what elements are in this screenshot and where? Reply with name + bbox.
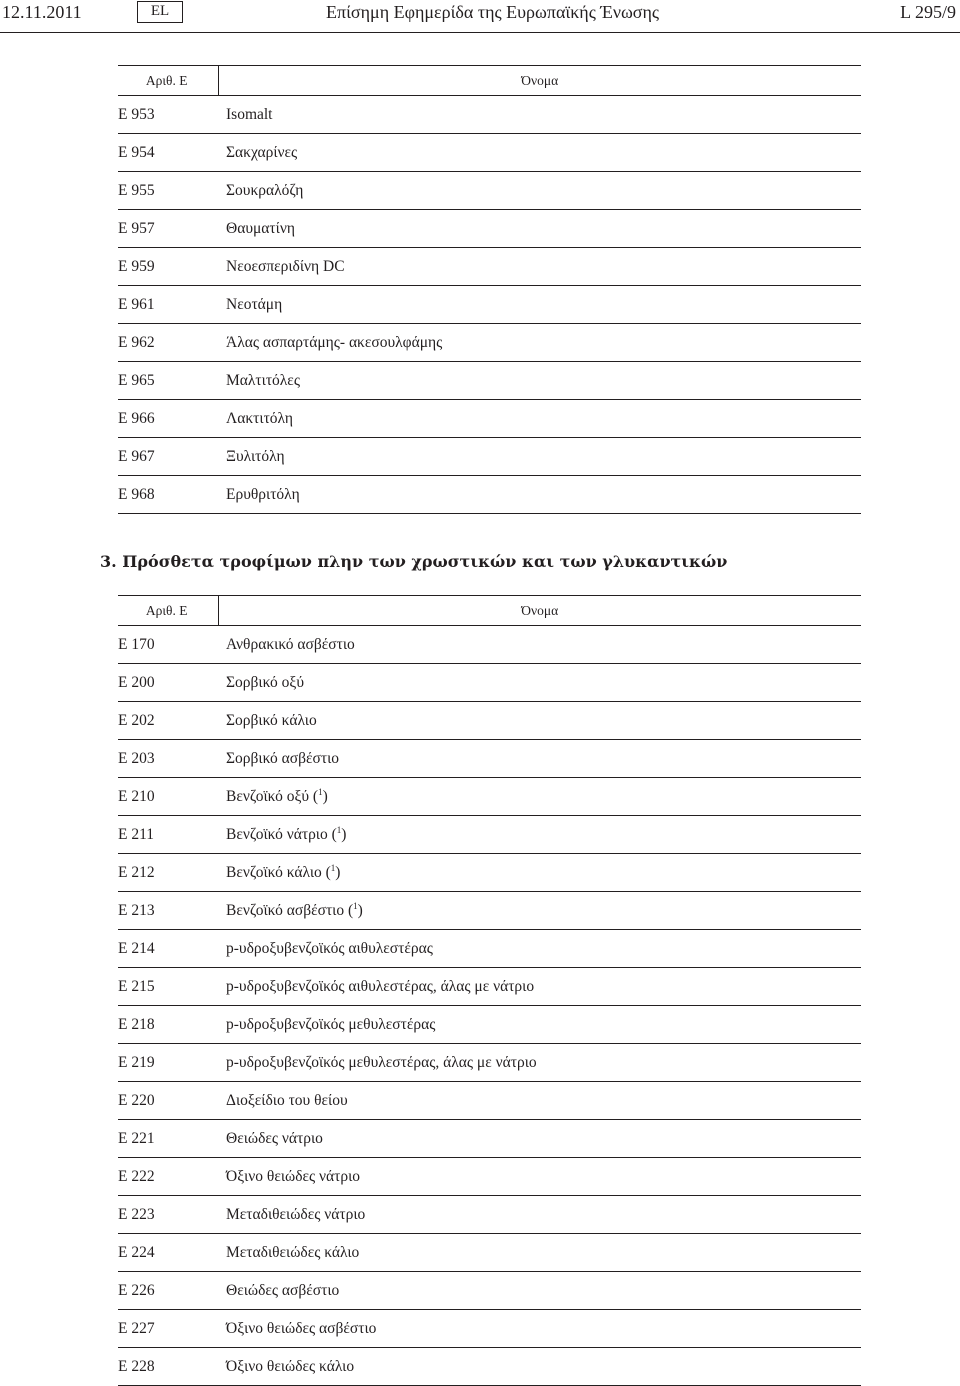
publication-date: 12.11.2011 (2, 2, 82, 22)
column-header-name: Όνομα (218, 66, 861, 96)
table-row (118, 1196, 861, 1234)
table-row (118, 740, 861, 778)
table-row (118, 1158, 861, 1196)
table-row (118, 1006, 861, 1044)
table-header-row (118, 596, 861, 626)
additive-name-cell (218, 1082, 861, 1120)
table-row (118, 778, 861, 816)
e-number-cell: E 200 (118, 664, 218, 702)
additive-name: Βενζοϊκό οξύ ( (226, 787, 319, 805)
additive-name: Μεταδιθειώδες νάτριο (226, 1205, 366, 1223)
additive-name-cell (218, 324, 861, 362)
additive-name-cell: Βενζοϊκό κάλιο ($^1$) (218, 854, 861, 892)
additive-name-cell (218, 740, 861, 778)
e-number-cell: E 215 (118, 968, 218, 1006)
additive-name-cell (218, 1006, 861, 1044)
footnote-ref: 1 (336, 824, 342, 835)
e-number-cell: E 959 (118, 248, 218, 286)
table-body (118, 96, 861, 514)
table-row (118, 968, 861, 1006)
e-number-cell: E 966 (118, 400, 218, 438)
sweeteners-table (118, 65, 861, 514)
additive-name: Σακχαρίνες (226, 143, 298, 161)
additive-name-cell (218, 1044, 861, 1082)
additive-name-cell (218, 476, 861, 514)
table-row (118, 96, 861, 134)
e-number-cell: E 213 (118, 892, 218, 930)
e-number-cell: E 224 (118, 1234, 218, 1272)
additive-name: Ξυλιτόλη (226, 447, 285, 465)
additive-name-cell (218, 248, 861, 286)
table-row (118, 438, 861, 476)
table-row (118, 1310, 861, 1348)
additive-name-cell: Βενζοϊκό οξύ ($^1$) (218, 778, 861, 816)
table-row (118, 286, 861, 324)
page-header (0, 0, 960, 33)
additive-name-cell (218, 1158, 861, 1196)
e-number-cell: E 221 (118, 1120, 218, 1158)
journal-title: Επίσημη Εφημερίδα της Ευρωπαϊκής Ένωσης (326, 2, 660, 22)
e-number-cell: E 214 (118, 930, 218, 968)
table-header-row (118, 66, 861, 96)
footnote-ref: 1 (330, 862, 336, 873)
page-reference: L 295/9 (900, 2, 956, 22)
additive-name: Νεοτάμη (226, 295, 283, 313)
additive-name: Μεταδιθειώδες κάλιο (226, 1243, 360, 1261)
additive-name-cell (218, 1348, 861, 1386)
e-number-cell: E 955 (118, 172, 218, 210)
table-row (118, 210, 861, 248)
additive-name: p-υδροξυβενζοϊκός μεθυλεστέρας (226, 1015, 436, 1033)
table-row (118, 930, 861, 968)
additive-name: Θειώδες νάτριο (226, 1129, 323, 1147)
additive-name-cell (218, 626, 861, 664)
column-header-e-number: Αριθ. Ε (118, 66, 218, 96)
table-row (118, 1044, 861, 1082)
additive-name: Βενζοϊκό νάτριο ( (226, 825, 337, 843)
additive-name-cell (218, 210, 861, 248)
e-number-cell: E 953 (118, 96, 218, 134)
additive-name-cell (218, 1310, 861, 1348)
table-row (118, 1348, 861, 1386)
e-number-cell: E 961 (118, 286, 218, 324)
additive-name-cell: Βενζοϊκό νάτριο ($^1$) (218, 816, 861, 854)
e-number-cell: E 210 (118, 778, 218, 816)
e-number-cell: E 965 (118, 362, 218, 400)
column-header-name: Όνομα (218, 596, 861, 626)
e-number-cell: E 222 (118, 1158, 218, 1196)
additive-name: Διοξείδιο του θείου (226, 1091, 348, 1109)
additive-name: p-υδροξυβενζοϊκός αιθυλεστέρας (226, 939, 433, 957)
column-header-e-number: Αριθ. Ε (118, 596, 218, 626)
additive-name: p-υδροξυβενζοϊκός μεθυλεστέρας, άλας με νάτριο (226, 1053, 537, 1071)
language-code-badge: EL (137, 1, 183, 23)
e-number-cell: E 170 (118, 626, 218, 664)
e-number-cell: E 967 (118, 438, 218, 476)
table-row (118, 476, 861, 514)
additive-name: Άλας ασπαρτάμης- ακεσουλφάμης (226, 333, 443, 351)
additive-name: Θειώδες ασβέστιο (226, 1281, 340, 1299)
additive-name: Ανθρακικό ασβέστιο (226, 635, 355, 653)
e-number-cell: E 211 (118, 816, 218, 854)
table-row (118, 816, 861, 854)
footnote-ref: 1 (318, 786, 323, 797)
additive-name: Όξινο θειώδες νάτριο (226, 1167, 361, 1185)
table-row (118, 626, 861, 664)
additive-name-cell: Βενζοϊκό ασβέστιο ($^1$) (218, 892, 861, 930)
e-number-cell: E 227 (118, 1310, 218, 1348)
additive-name: Σορβικό οξύ (226, 673, 304, 691)
e-number-cell: E 957 (118, 210, 218, 248)
table-row (118, 1082, 861, 1120)
additive-name-cell (218, 1234, 861, 1272)
additive-name-cell (218, 362, 861, 400)
additive-name: Βενζοϊκό κάλιο ( (226, 863, 331, 881)
e-number-cell: E 219 (118, 1044, 218, 1082)
additive-name-cell (218, 1196, 861, 1234)
table-row (118, 892, 861, 930)
additive-name: Σουκραλόζη (226, 181, 304, 199)
additives-table (118, 595, 861, 1386)
table-row (118, 400, 861, 438)
additive-name: Νεοεσπεριδίνη DC (226, 257, 345, 275)
additive-name: Λακτιτόλη (226, 409, 294, 427)
e-number-cell: E 223 (118, 1196, 218, 1234)
additive-name-cell (218, 400, 861, 438)
additive-name-cell (218, 172, 861, 210)
additive-name-cell (218, 286, 861, 324)
additive-name: p-υδροξυβενζοϊκός αιθυλεστέρας, άλας με νάτριο (226, 977, 535, 995)
additive-name-cell (218, 968, 861, 1006)
additive-name: Όξινο θειώδες ασβέστιο (226, 1319, 377, 1337)
table-body (118, 626, 861, 1386)
table-row (118, 362, 861, 400)
additive-name-cell (218, 664, 861, 702)
e-number-cell: E 228 (118, 1348, 218, 1386)
e-number-cell: E 968 (118, 476, 218, 514)
additive-name-cell (218, 96, 861, 134)
additive-name: Ερυθριτόλη (226, 485, 300, 503)
e-number-cell: E 962 (118, 324, 218, 362)
table-row (118, 1234, 861, 1272)
table-row (118, 854, 861, 892)
table-row (118, 172, 861, 210)
additive-name: Σορβικό ασβέστιο (226, 749, 340, 767)
header-rule (0, 32, 960, 33)
table-row (118, 134, 861, 172)
e-number-cell: E 220 (118, 1082, 218, 1120)
additive-name-cell (218, 1120, 861, 1158)
e-number-cell: E 218 (118, 1006, 218, 1044)
footnote-ref: 1 (353, 900, 358, 911)
e-number-cell: E 212 (118, 854, 218, 892)
additive-name: Όξινο θειώδες κάλιο (226, 1357, 355, 1375)
additive-name: Θαυματίνη (226, 219, 295, 237)
additive-name: Isomalt (226, 105, 273, 123)
table-row (118, 248, 861, 286)
additive-name-cell (218, 930, 861, 968)
e-number-cell: E 202 (118, 702, 218, 740)
additive-name-cell (218, 438, 861, 476)
e-number-cell: E 203 (118, 740, 218, 778)
additive-name-cell (218, 134, 861, 172)
additive-name: Βενζοϊκό ασβέστιο ( (226, 901, 354, 919)
table-row (118, 1120, 861, 1158)
section-heading: 3. Πρόσθετα τροφίμων πλην των χρωστικών και των γλυκαντικών (100, 552, 728, 571)
additive-name-cell (218, 1272, 861, 1310)
table-row (118, 1272, 861, 1310)
e-number-cell: E 226 (118, 1272, 218, 1310)
table-row (118, 664, 861, 702)
e-number-cell: E 954 (118, 134, 218, 172)
table-row (118, 324, 861, 362)
additive-name: Σορβικό κάλιο (226, 711, 317, 729)
table-row (118, 702, 861, 740)
additive-name-cell (218, 702, 861, 740)
additive-name: Μαλτιτόλες (226, 371, 300, 389)
